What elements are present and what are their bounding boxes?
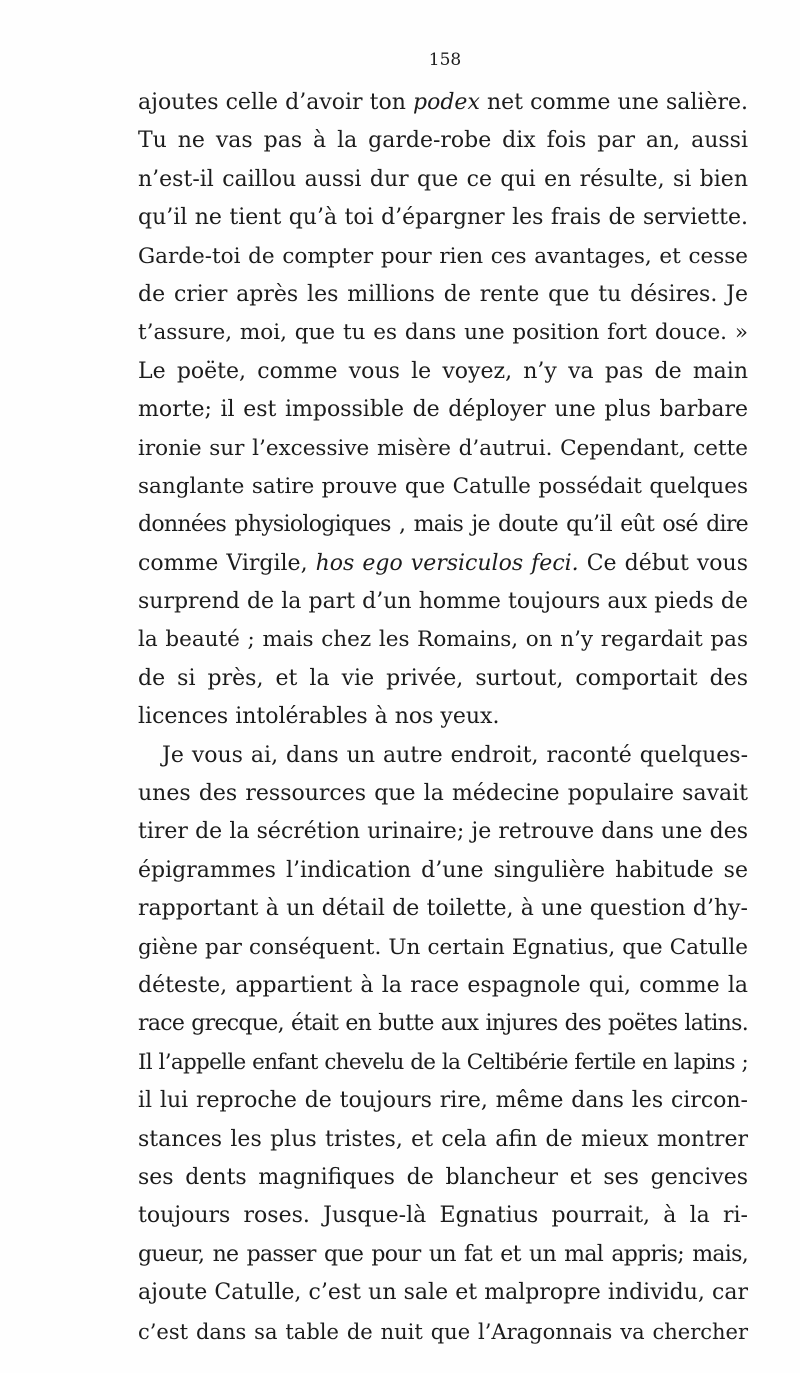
text-line: toujours roses. Jusque-là Egnatius pourrait, à la ri- — [138, 1203, 748, 1229]
text-line: de si près, et la vie privée, surtout, comportait des — [138, 665, 748, 691]
text-line: Le poëte, comme vous le voyez, n’y va pas de main — [138, 358, 748, 384]
text-line: données physiologiques , mais je doute qu’il eût osé dire — [138, 512, 748, 538]
text-line: t’assure, moi, que tu es dans une position fort douce. » — [138, 320, 748, 346]
italic-quote: hos ego versiculos feci. — [315, 550, 579, 576]
text-line: sanglante satire prouve que Catulle possédait quelques — [138, 473, 748, 499]
text-line: giène par conséquent. Un certain Egnatius, que Catulle — [138, 934, 748, 960]
text-line: Je vous ai, dans un autre endroit, raconté quelques- — [162, 742, 748, 768]
text-line: surprend de la part d’un homme toujours aux pieds de — [138, 589, 748, 615]
body-text — [138, 84, 748, 1351]
text-line: ajoute Catulle, c’est un sale et malpropre individu, car — [138, 1280, 748, 1306]
text-line: unes des ressources que la médecine populaire savait — [138, 781, 748, 807]
text-line: Il l’appelle enfant chevelu de la Celtibérie fertile en lapins ; — [138, 1049, 748, 1075]
text-line: morte; il est impossible de déployer une plus barbare — [138, 397, 748, 423]
text-line: ironie sur l’excessive misère d’autrui. Cependant, cette — [138, 435, 748, 461]
text-line: ajoutes celle d’avoir ton podex net comme une salière. — [138, 90, 748, 115]
text-line: la beauté ; mais chez les Romains, on n’y regardait pas — [138, 627, 748, 653]
text-line: c’est dans sa table de nuit que l’Aragonnais va chercher — [138, 1319, 748, 1344]
text-line: gueur, ne passer que pour un fat et un mal appris; mais, — [138, 1241, 748, 1267]
text-line: comme Virgile, hos ego versiculos feci. Ce début vous — [138, 550, 748, 576]
text-line: stances les plus tristes, et cela afin de mieux montrer — [138, 1126, 748, 1152]
italic-word: podex — [413, 90, 480, 115]
text-line: rapportant à un détail de toilette, à une question d’hy- — [138, 896, 748, 922]
text-line: épigrammes l’indication d’une singulière habitude se — [138, 857, 748, 883]
text-line: Garde-toi de compter pour rien ces avantages, et cesse — [138, 243, 748, 269]
text-line: il lui reproche de toujours rire, même dans les circon- — [138, 1088, 748, 1114]
text-line: Tu ne vas pas à la garde-robe dix fois par an, aussi — [138, 128, 748, 154]
text-line: n’est-il caillou aussi dur que ce qui en résulte, si bien — [138, 166, 748, 192]
text-line: déteste, appartient à la race espagnole qui, comme la — [138, 972, 748, 998]
text-line: ses dents magnifiques de blancheur et ses gencives — [138, 1164, 748, 1190]
text-line: tirer de la sécrétion urinaire; je retrouve dans une des — [138, 819, 748, 845]
text-line: race grecque, était en butte aux injures des poëtes latins. — [138, 1011, 748, 1037]
text-line: de crier après les millions de rente que tu désires. Je — [138, 281, 748, 307]
page-number: 158 — [428, 50, 462, 70]
text-line: qu’il ne tient qu’à toi d’épargner les frais de serviette. — [138, 205, 748, 231]
text-line: licences intolérables à nos yeux. — [138, 704, 500, 730]
